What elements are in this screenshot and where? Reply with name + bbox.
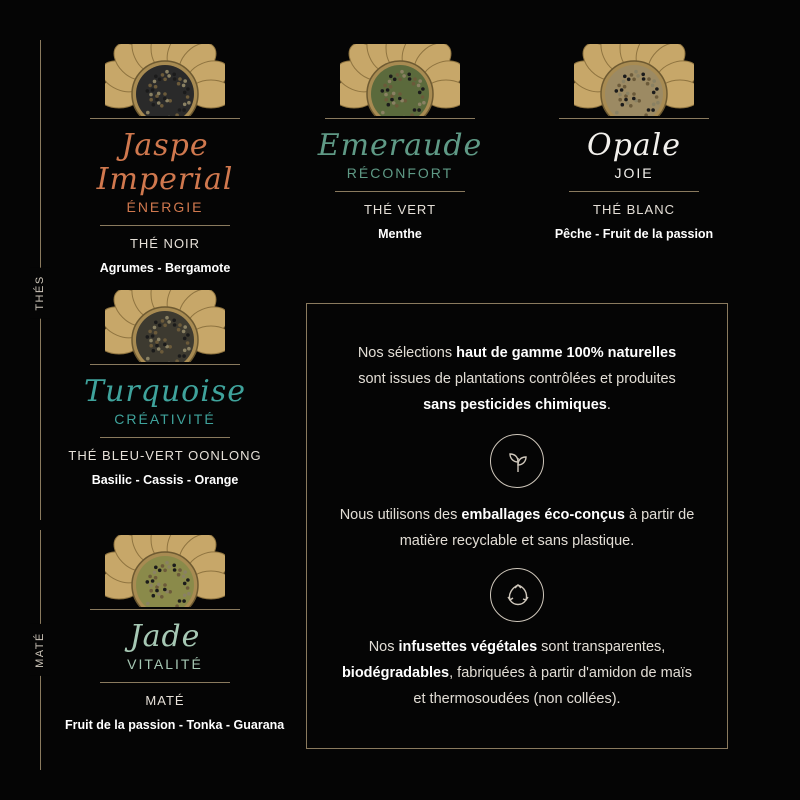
divider	[100, 225, 230, 226]
tea-card	[534, 44, 734, 241]
tea-name: Opale	[586, 128, 682, 163]
tea-name: Emeraude	[317, 128, 483, 163]
recycle-icon	[490, 568, 544, 622]
tea-bowl-image	[105, 44, 225, 116]
info-panel	[306, 303, 728, 749]
shelf-line	[90, 364, 240, 365]
info-paragraph-teabags: Nos infusettes végétales sont transparentes, biodégradables, fabriquées à partir d'amidon de maïs et thermosoudées (non collées).	[341, 639, 693, 707]
tea-notes: Basilic - Cassis - Orange	[91, 473, 239, 487]
tea-card	[300, 44, 500, 241]
divider	[100, 437, 230, 438]
tea-name: Jade	[129, 619, 201, 654]
tea-bowl-image	[105, 290, 225, 362]
tea-card	[65, 44, 265, 275]
tea-type: THÉ BLANC	[593, 202, 675, 217]
tea-bowl-image	[105, 535, 225, 607]
shelf-line	[559, 118, 709, 119]
tea-type: THÉ BLEU-VERT OONLONG	[68, 448, 262, 463]
tea-type: THÉ VERT	[363, 202, 437, 217]
tea-mood: VITALITÉ	[127, 656, 203, 672]
section-label-mate: MATÉ	[30, 624, 50, 676]
tea-name: Jaspe Imperial	[96, 128, 234, 197]
tea-bowl-image	[340, 44, 460, 116]
tea-mood: JOIE	[614, 165, 654, 181]
tea-type: THÉ NOIR	[129, 236, 201, 251]
shelf-line	[90, 609, 240, 610]
divider	[569, 191, 699, 192]
tea-card	[65, 290, 265, 487]
section-label-thes: THÉS	[30, 267, 50, 318]
tea-notes: Agrumes - Bergamote	[99, 261, 231, 275]
tea-mood: ÉNERGIE	[126, 199, 204, 215]
info-paragraph-packaging: Nous utilisons des emballages éco-conçus à partir de matière recyclable et sans plastique.	[339, 507, 695, 549]
shelf-line	[325, 118, 475, 119]
tea-card	[65, 535, 285, 732]
leaf-icon	[490, 434, 544, 488]
tea-notes: Pêche - Fruit de la passion	[554, 227, 714, 241]
tea-notes: Menthe	[378, 227, 422, 241]
tea-type: MATÉ	[145, 693, 185, 708]
shelf-line	[90, 118, 240, 119]
tea-mood: RÉCONFORT	[346, 165, 454, 181]
divider	[335, 191, 465, 192]
tea-name: Turquoise	[83, 374, 246, 409]
tea-notes: Fruit de la passion - Tonka - Guarana	[65, 718, 285, 732]
tea-mood: CRÉATIVITÉ	[114, 411, 216, 427]
tea-bowl-image	[574, 44, 694, 116]
info-paragraph-natural: Nos sélections haut de gamme 100% naturelles sont issues de plantations contrôlées et produites sans pesticides chimiques.	[357, 345, 677, 413]
divider	[100, 682, 230, 683]
